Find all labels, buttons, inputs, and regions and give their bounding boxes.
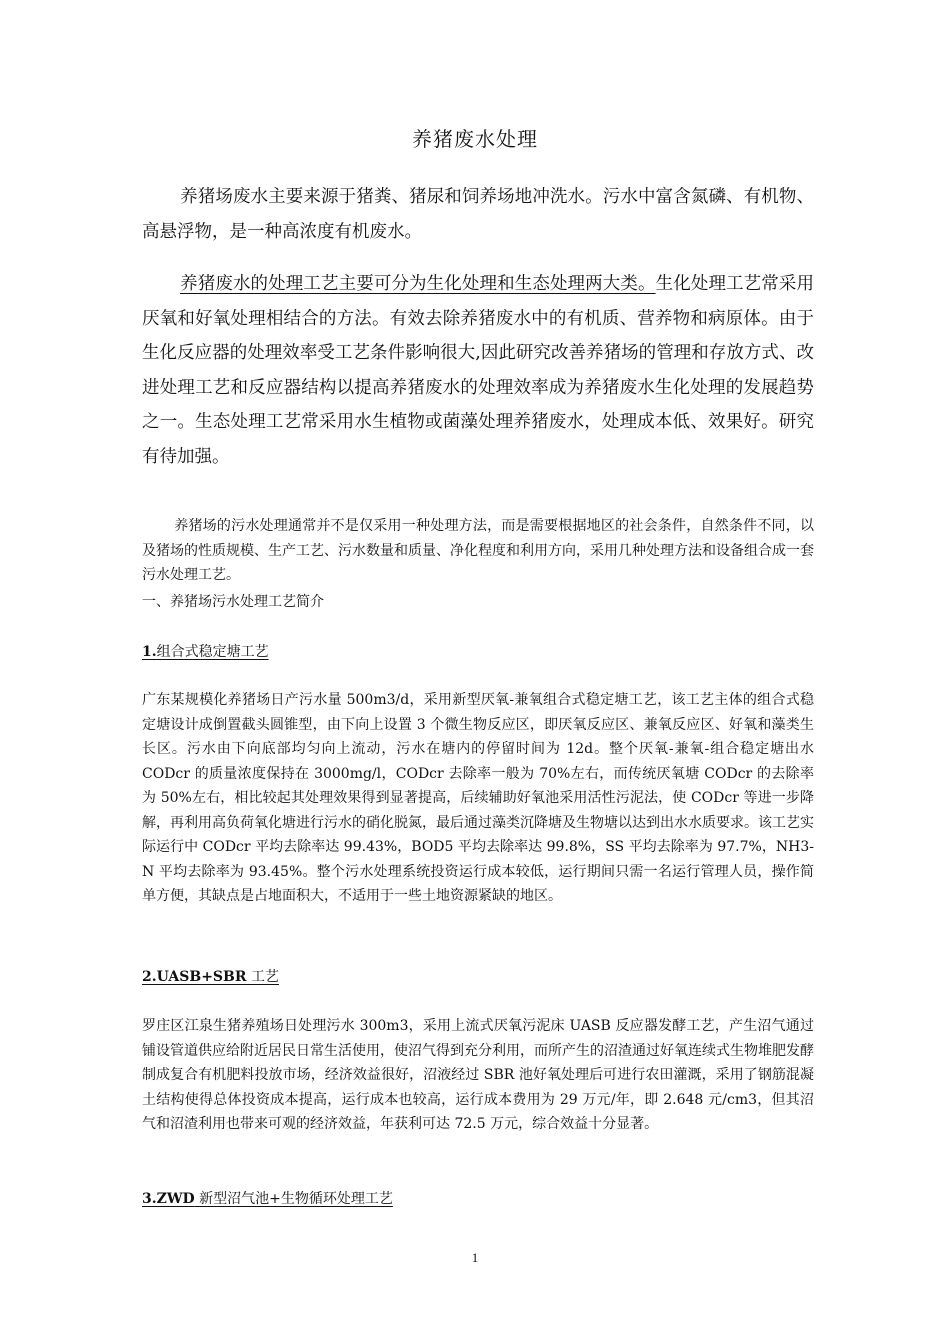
document-title: 养猪废水处理 [412,127,538,151]
section-2-heading-text: 工艺 [246,969,279,985]
section-1-number: 1. [142,644,157,660]
combination-paragraph [142,514,814,588]
section-1-heading [142,640,269,664]
page-number: 1 [471,1250,479,1265]
section-2-body: 罗庄区江泉生猪养殖场日处理污水 300m3，采用上流式厌氧污泥床 UASB 反应器发酵工艺，产生沼气通过铺设管道供应给附近居民日常生活使用，使沼气得到充分利用，而所产生的沼渣通过好氧连续式生物堆肥发酵制成复合有机肥料投放市场，经济效益很好，沼液经过 SBR 池好氧处理后可进行农田灌溉，采用了钢筋混凝土结构使得总体投资成本提高，运行成本也较高，运行成本费用为 29 万元/年，即 2.648 元/cm3，但其沼气和沼渣利用也带来可观的经济效益，年获利可达 72.5 万元，综合效益十分显著。 [142,1018,814,1132]
section-2-heading [142,965,279,989]
combination-text: 养猪场的污水处理通常并不是仅采用一种处理方法，而是需要根据地区的社会条件，自然条件不同，以及猪场的性质规模、生产工艺、污水数量和质量、净化程度和利用方向，采用几种处理方法和设备组合成一套污水处理工艺。 [142,518,814,583]
intro-text: 养猪场废水主要来源于猪粪、猪尿和饲养场地冲洗水。污水中富含氮磷、有机物、高悬浮物，是一种高浓度有机废水。 [142,187,814,242]
process-text: 生化处理工艺常采用厌氧和好氧处理相结合的方法。有效去除养猪废水中的有机质、营养物和病原体。由于生化反应器的处理效率受工艺条件影响很大,因此研究改善养猪场的管理和存放方式、改进处理工艺和反应器结构以提高养猪废水的处理效率成为养猪废水生化处理的发展趋势之一。生态处理工艺常采用水生植物或菌藻处理养猪废水，处理成本低、效果好。研究有待加强。 [142,274,814,467]
section-title: 一、养猪场污水处理工艺简介 [142,594,324,610]
process-underlined-sentence: 养猪废水的处理工艺主要可分为生化处理和生态处理两大类。 [180,274,656,294]
section-2-number: 2.UASB+SBR [142,969,247,985]
process-paragraph [142,267,814,474]
intro-paragraph [142,180,814,249]
section-1-heading-text: 组合式稳定塘工艺 [156,644,269,660]
section-1-body: 广东某规模化养猪场日产污水量 500m3/d，采用新型厌氧-兼氧组合式稳定塘工艺，该工艺主体的组合式稳定塘设计成倒置截头圆锥型，由下向上设置 3 个微生物反应区，即厌氧反应区、兼氧反应区、好氧和藻类生长区。污水由下向底部均匀向上流动，污水在塘内的停留时间为 12d。整个厌氧-兼氧-组合稳定塘出水 CODcr 的质量浓度保持在 3000mg/l，CODcr 去除率一般为 70%左右，而传统厌氧塘 CODcr 的去除率为 50%左右，相比较起其处理效果得到显著提高，后续辅助好氧池采用活性污泥法，使 CODcr 等进一步降解，再利用高负荷氧化塘进行污水的硝化脱氮，最后通过藻类沉降塘及生物塘以达到出水水质要求。该工艺实际运行中 CODcr 平均去除率达 99.43%，BOD5 平均去除率达 99.8%，SS 平均去除率为 97.7%，NH3-N 平均去除率为 93.45%。整个污水处理系统投资运行成本较低，运行期间只需一名运行管理人员，操作简单方便，其缺点是占地面积大，不适用于一些土地资源紧缺的地区。 [142,692,814,904]
section-3-heading [142,1187,393,1211]
section-3-heading-text: 新型沼气池+生物循环处理工艺 [194,1191,393,1207]
section-3-number: 3.ZWD [142,1191,195,1207]
